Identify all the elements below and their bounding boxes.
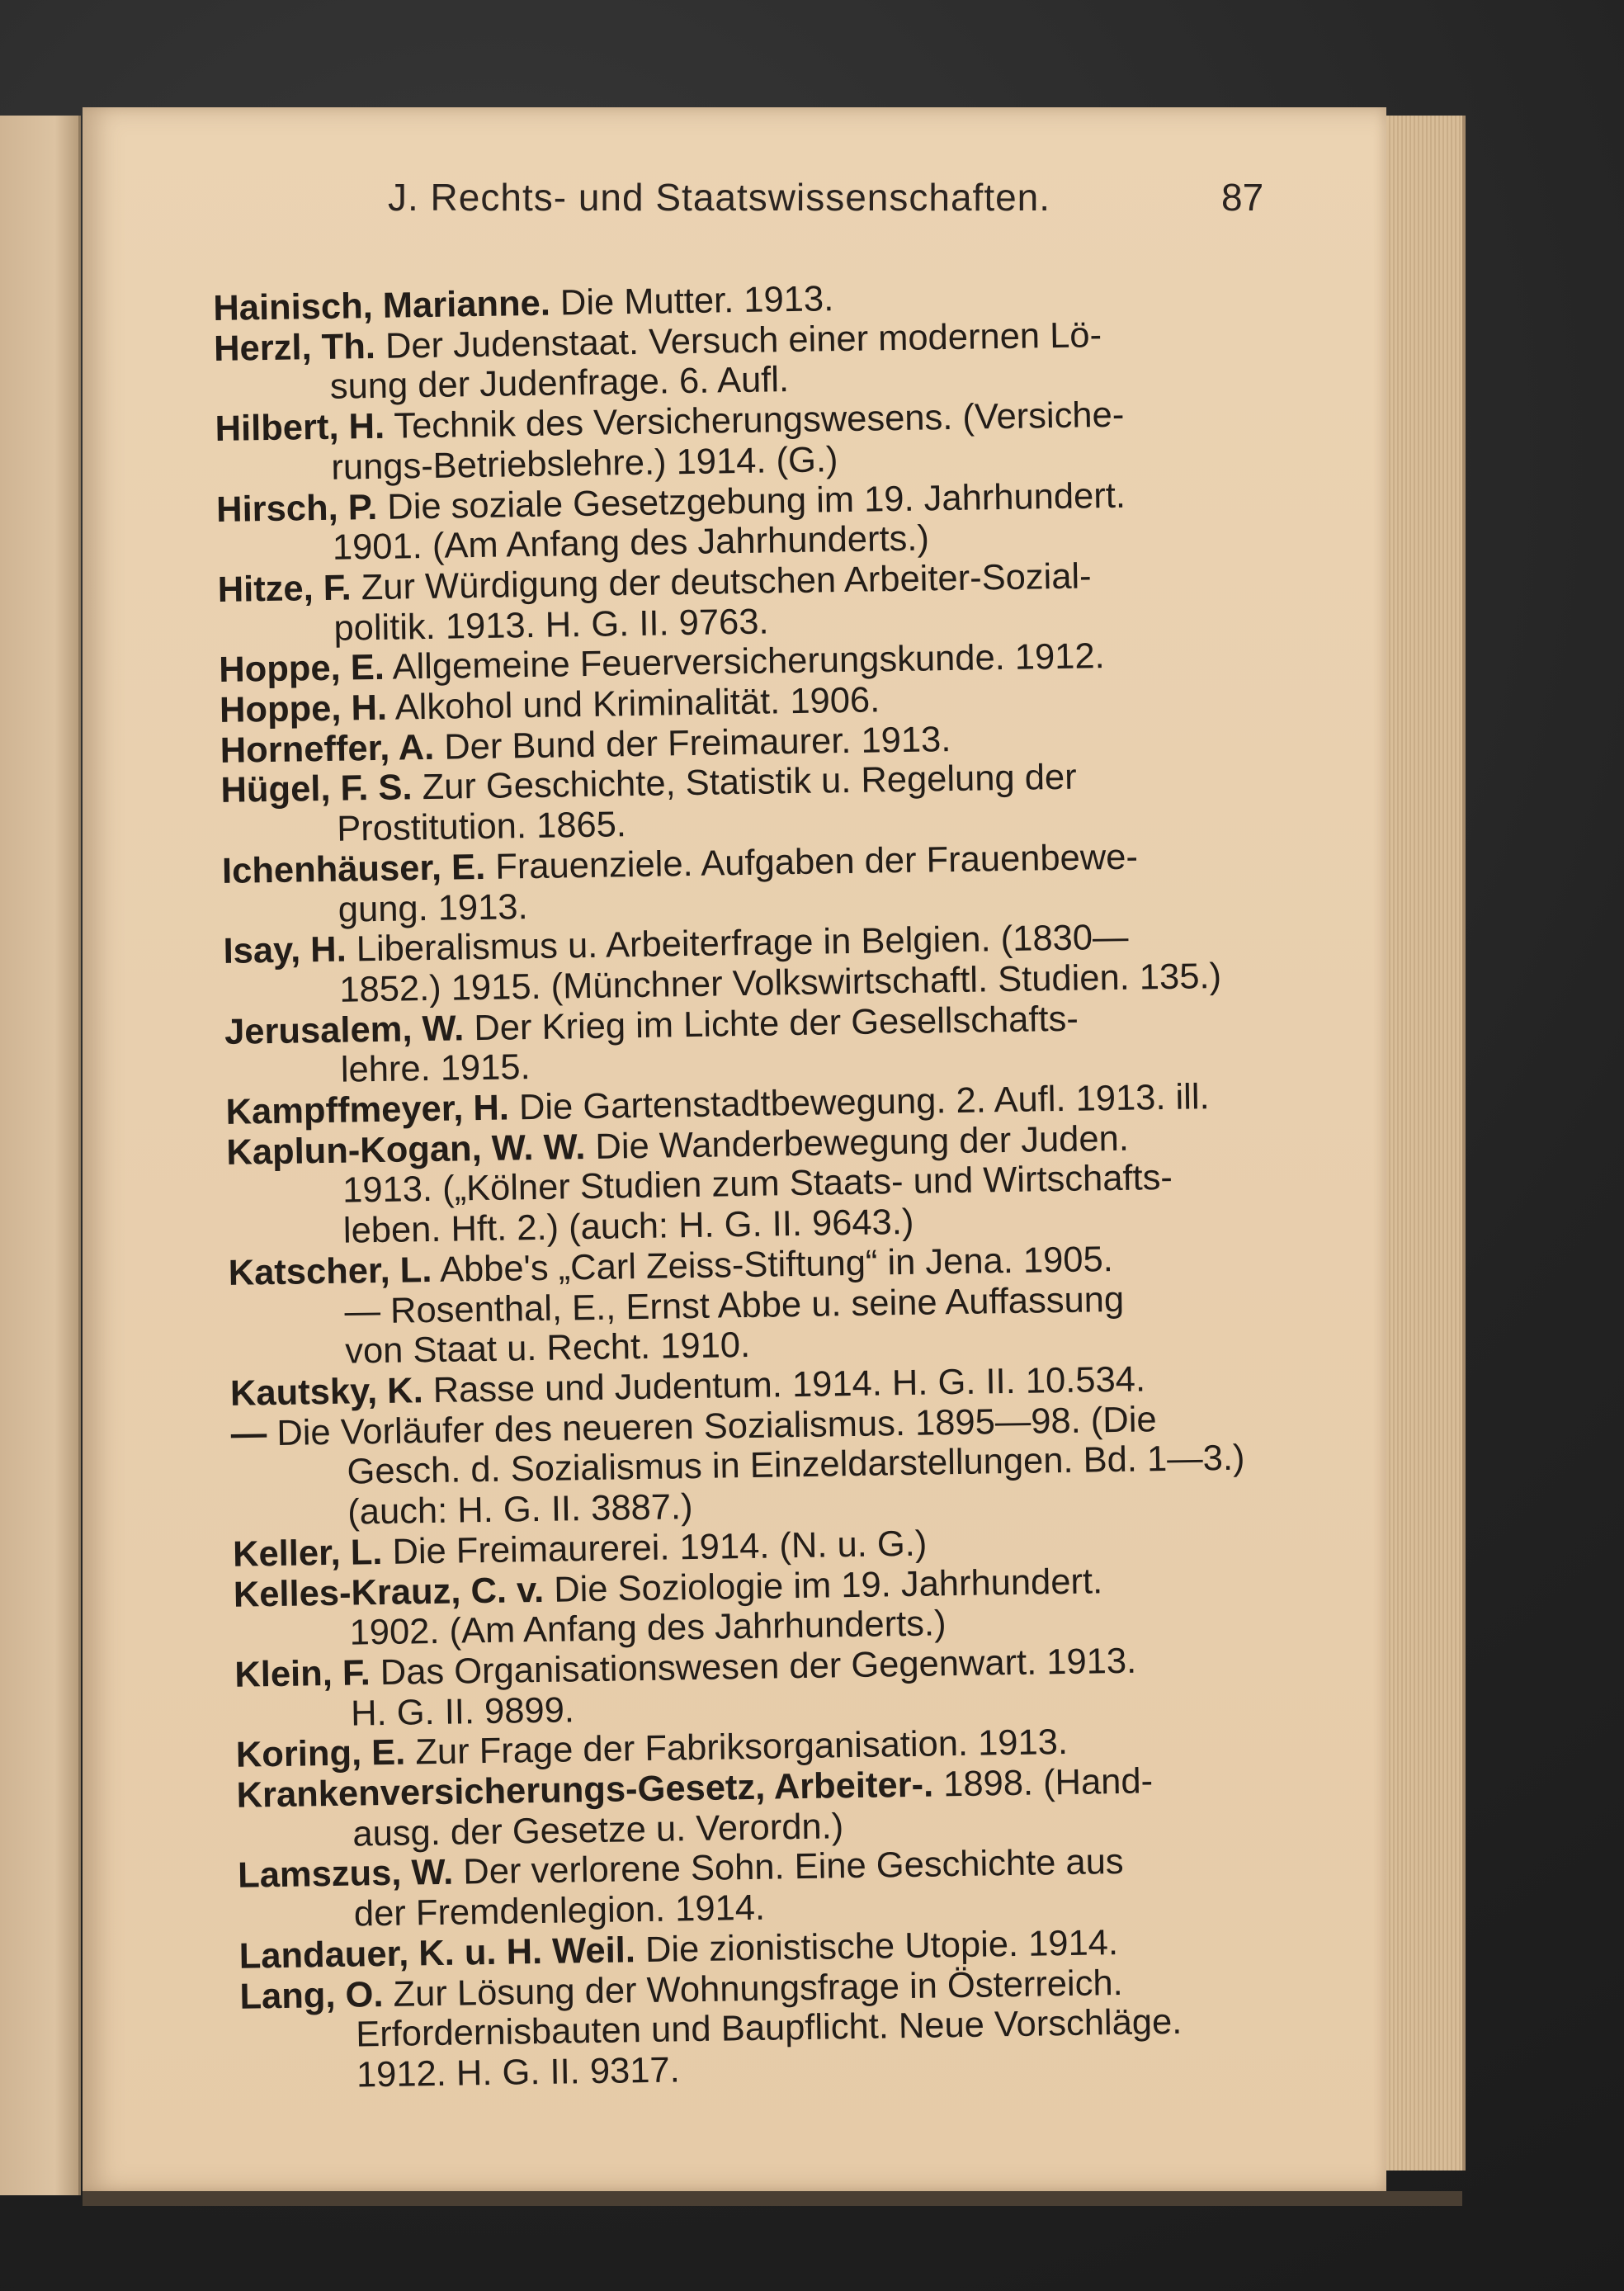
entry-continuation-line: 1901. (Am Anfang des Jahrhunderts.) bbox=[332, 518, 930, 568]
entry-text: Zur Würdigung der deutschen Arbeiter-Sozial- bbox=[351, 556, 1092, 608]
entry-text: Der Judenstaat. Versuch einer modernen Lö- bbox=[375, 314, 1102, 366]
entry-author: Landauer, K. u. H. Weil. bbox=[238, 1930, 636, 1977]
entry-author: Lang, O. bbox=[239, 1974, 384, 2017]
entry-continuation-line: 1852.) 1915. (Münchner Volkswirtschaftl. Studien. 135.) bbox=[338, 956, 1222, 1010]
entry-text: Der verlorene Sohn. Eine Geschichte aus bbox=[452, 1842, 1124, 1893]
bibliography-entry bbox=[226, 1116, 1325, 1254]
running-header bbox=[388, 175, 1279, 233]
entry-text: Die zionistische Utopie. 1914. bbox=[635, 1922, 1119, 1971]
entry-author: Ichenhäuser, E. bbox=[221, 847, 486, 891]
entry-text: Das Organisationswesen der Gegenwart. 1913. bbox=[370, 1641, 1137, 1693]
entry-continuation-line: H. G. II. 9899. bbox=[350, 1689, 575, 1734]
entry-author: Krankenversicherungs-Gesetz, Arbeiter-. bbox=[236, 1764, 934, 1816]
entry-continuation-line: 1912. H. G. II. 9317. bbox=[356, 2050, 681, 2095]
entry-continuation-line: sung der Judenfrage. 6. Aufl. bbox=[329, 360, 790, 408]
entry-text: Zur Frage der Fabriksorganisation. 1913. bbox=[404, 1722, 1069, 1773]
entry-continuation-line: 1902. (Am Anfang des Jahrhunderts.) bbox=[349, 1604, 947, 1653]
bibliography-list bbox=[213, 272, 1338, 2097]
entry-text: Die Mutter. 1913. bbox=[550, 279, 834, 324]
left-page-edge bbox=[0, 116, 81, 2195]
section-title: J. Rechts- und Staatswissenschaften. bbox=[388, 176, 1051, 219]
entry-text: Rasse und Judentum. 1914. H. G. II. 10.534. bbox=[423, 1359, 1146, 1411]
entry-text: Technik des Versicherungswesens. (Versiche- bbox=[384, 394, 1125, 446]
entry-continuation-line: Erfordernisbauten und Baupflicht. Neue Vorschläge. bbox=[355, 2002, 1183, 2055]
entry-text: Zur Geschichte, Statistik u. Regelung der bbox=[412, 758, 1077, 808]
entry-text: Liberalismus u. Arbeiterfrage in Belgien. (1830— bbox=[346, 917, 1129, 970]
entry-author: Hoppe, H. bbox=[219, 687, 388, 730]
bibliography-entry bbox=[228, 1236, 1327, 1374]
entry-author: Klein, F. bbox=[234, 1653, 371, 1695]
entry-text: 1898. (Hand- bbox=[932, 1761, 1154, 1805]
entry-text: Alkohol und Kriminalität. 1906. bbox=[386, 680, 880, 728]
entry-continuation-line: Prostitution. 1865. bbox=[336, 805, 627, 849]
entry-author: Kautsky, K. bbox=[229, 1371, 424, 1414]
entry-text: Die Soziologie im 19. Jahrhundert. bbox=[543, 1561, 1103, 1610]
bibliography-entry bbox=[239, 1959, 1338, 2097]
entry-continuation-line: ausg. der Gesetze u. Verordn.) bbox=[352, 1806, 844, 1854]
entry-continuation-line: Gesch. d. Sozialismus in Einzeldarstellungen. Bd. 1—3.) bbox=[347, 1438, 1245, 1493]
entry-author: Hilbert, H. bbox=[215, 406, 385, 450]
entry-author: Hainisch, Marianne. bbox=[213, 283, 551, 328]
entry-continuation-line: politik. 1913. H. G. II. 9763. bbox=[333, 602, 769, 649]
entry-text: Der Krieg im Lichte der Gesellschafts- bbox=[463, 999, 1079, 1048]
entry-author: Kaplun-Kogan, W. W. bbox=[226, 1127, 586, 1173]
entry-text: Abbe's „Carl Zeiss-Stiftung“ in Jena. 1905. bbox=[431, 1239, 1114, 1290]
entry-text: Die Vorläufer des neueren Sozialismus. 1895—98. (Die bbox=[266, 1399, 1157, 1453]
entry-author: Katscher, L. bbox=[228, 1249, 432, 1293]
entry-text: Die Gartenstadtbewegung. 2. Aufl. 1913. ill. bbox=[508, 1077, 1210, 1128]
entry-author: Hoppe, E. bbox=[218, 648, 385, 691]
entry-continuation-line: der Fremdenlegion. 1914. bbox=[353, 1887, 766, 1934]
entry-text: Die soziale Gesetzgebung im 19. Jahrhundert. bbox=[376, 475, 1126, 527]
entry-text: Die Freimaurerei. 1914. (N. u. G.) bbox=[382, 1523, 928, 1572]
page-bottom-shadow bbox=[83, 2191, 1462, 2206]
entry-continuation-line: leben. Hft. 2.) (auch: H. G. II. 9643.) bbox=[342, 1202, 914, 1251]
entry-author: Hirsch, P. bbox=[215, 487, 378, 530]
entry-text: Die Wanderbewegung der Juden. bbox=[584, 1118, 1130, 1167]
entry-author: Herzl, Th. bbox=[213, 326, 376, 369]
entry-author: Horneffer, A. bbox=[220, 727, 435, 771]
entry-continuation-line: rungs-Betriebslehre.) 1914. (G.) bbox=[331, 439, 838, 488]
entry-author: Kampffmeyer, H. bbox=[225, 1088, 510, 1132]
entry-author: — bbox=[230, 1413, 267, 1454]
entry-continuation-line: 1913. („Kölner Studien zum Staats- und Wirtschafts- bbox=[342, 1158, 1173, 1212]
page-number: 87 bbox=[1221, 176, 1264, 219]
bibliography-entry bbox=[230, 1397, 1329, 1535]
entry-continuation-line: von Staat u. Recht. 1910. bbox=[344, 1325, 751, 1372]
entry-author: Hügel, F. S. bbox=[220, 768, 413, 811]
entry-author: Kelles-Krauz, C. v. bbox=[233, 1570, 545, 1615]
entry-author: Koring, E. bbox=[235, 1732, 406, 1776]
entry-continuation-line: lehre. 1915. bbox=[340, 1047, 531, 1091]
entry-text: Frauenziele. Aufgaben der Frauenbewe- bbox=[484, 837, 1139, 887]
page-block-edges bbox=[1386, 116, 1466, 2171]
entry-author: Isay, H. bbox=[223, 929, 347, 972]
entry-text: Zur Lösung der Wohnungsfrage in Österreich. bbox=[383, 1963, 1124, 2015]
entry-author: Lamszus, W. bbox=[237, 1853, 454, 1897]
entry-continuation-line: (auch: H. G. II. 3887.) bbox=[347, 1487, 693, 1533]
entry-continuation-line: — Rosenthal, E., Ernst Abbe u. seine Auffassung bbox=[344, 1279, 1125, 1332]
entry-text: Allgemeine Feuerversicherungskunde. 1912. bbox=[384, 636, 1106, 688]
entry-author: Jerusalem, W. bbox=[224, 1008, 465, 1052]
entry-text: Der Bund der Freimaurer. 1913. bbox=[433, 719, 951, 768]
entry-continuation-line: gung. 1913. bbox=[338, 886, 528, 930]
entry-author: Hitze, F. bbox=[217, 568, 352, 610]
entry-author: Keller, L. bbox=[232, 1532, 383, 1575]
